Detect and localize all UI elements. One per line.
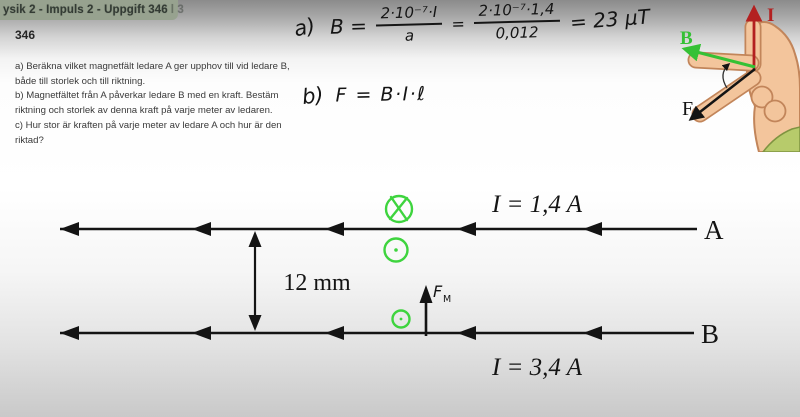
formula-a-result: = 23 μT [568,4,651,35]
handwritten-formula-a [291,0,651,48]
problem-number: 346 [15,28,36,42]
wire-a [60,222,697,236]
wire-b [60,326,694,340]
handwritten-formula-b [302,82,427,108]
fraction-symbolic [375,4,443,46]
wire-a-name: A [704,215,724,245]
video-title-ghost: l 3 [170,4,184,16]
separation-dimension-arrow [249,231,262,331]
force-m-label: F [433,282,443,301]
curled-finger [765,101,786,122]
fraction-numerator: 2·10⁻⁷·I [375,4,442,27]
current-a-label: I = 1,4 A [491,191,583,218]
field-out-of-page-dot [400,318,403,321]
fraction-denominator: a [404,26,415,45]
force-m-subscript: M [443,294,452,305]
current-b-label: I = 3,4 A [491,354,583,381]
wire-b-name: B [701,319,720,349]
formula-a-lhs: B = [329,13,368,39]
part-a-label: a) [291,13,318,42]
problem-line: riktad? [15,134,44,146]
current-label: I [767,5,775,26]
separation-label: 12 mm [283,270,351,296]
fraction-numeric [473,1,560,43]
hand-icon [696,22,800,152]
right-hand-rule-figure [663,0,800,152]
problem-line: a) Beräkna vilket magnetfält ledare A ger upphov till vid ledare B, [15,61,290,72]
problem-line: riktning och storlek av denna kraft på varje meter av ledaren. [15,105,273,117]
two-wire-diagram [0,150,800,417]
problem-line: både till storlek och till riktning. [15,75,146,87]
problem-line: b) Magnetfältet från A påverkar ledare B med en kraft. Bestäm [15,90,279,102]
field-label: B [680,28,693,49]
middle-finger [700,78,753,114]
part-b-formula: F = B·I·ℓ [335,82,427,107]
problem-text [15,60,290,148]
field-out-of-page-dot [394,248,398,252]
fraction-numerator: 2·10⁻⁷·1,4 [473,1,559,24]
force-label: F [682,98,694,120]
field-symbols [385,196,413,328]
video-title-overlay [0,0,184,20]
video-title-text: ysik 2 - Impuls 2 - Uppgift 346 [3,4,168,16]
fraction-denominator: 0,012 [495,23,539,43]
part-b-label: b) [300,82,325,110]
magnetic-force-arrow [420,285,433,336]
problem-line: c) Hur stor är kraften på varje meter av ledare A och hur är den [15,119,282,131]
equals-sign: = [451,13,466,34]
